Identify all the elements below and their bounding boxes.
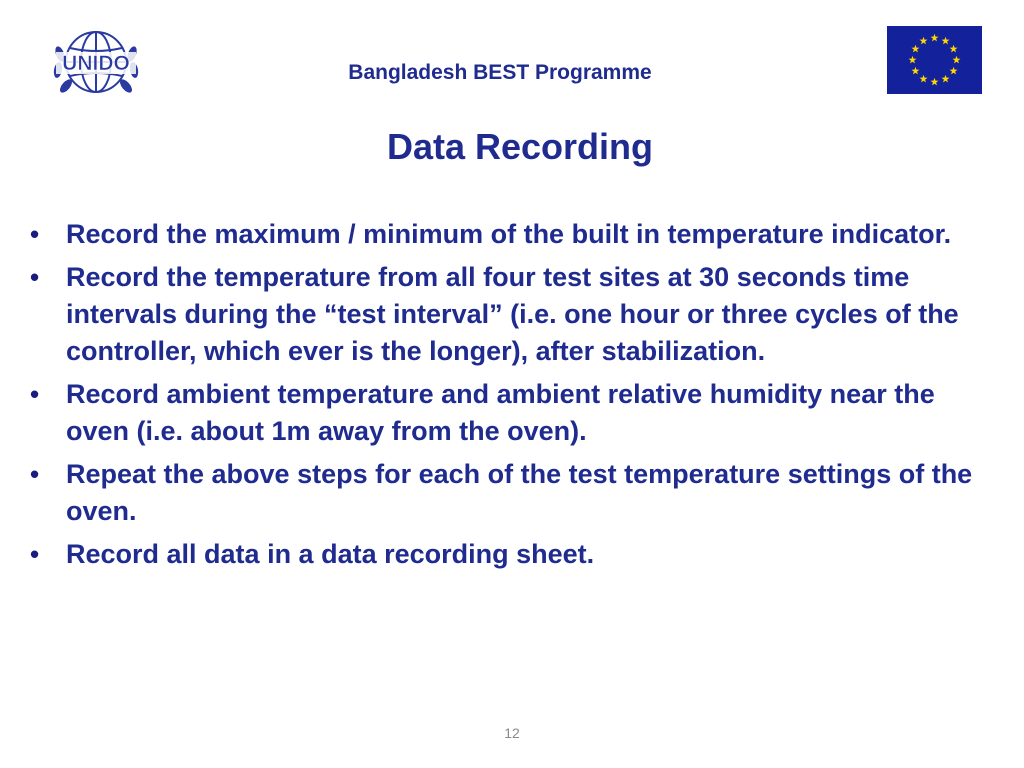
- unido-logo-text: UNIDO: [62, 52, 130, 75]
- bullet-item: [30, 259, 980, 370]
- bullet-text: Record all data in a data recording sheet.: [66, 539, 595, 569]
- bullet-item: [30, 376, 980, 450]
- programme-name: Bangladesh BEST Programme: [348, 61, 652, 84]
- bullet-text: Record ambient temperature and ambient relative humidity near the oven (i.e. about 1m away from the oven).: [66, 379, 935, 446]
- bullet-item: [30, 536, 980, 573]
- slide-title: Data Recording: [386, 126, 654, 167]
- bullet-text: Record the temperature from all four test sites at 30 seconds time intervals during the “test interval” (i.e. one hour or three cycles of the controller, which ever is the longer), after stabilization.: [66, 262, 959, 366]
- bullet-text: Record the maximum / minimum of the built in temperature indicator.: [66, 219, 952, 249]
- unido-logo: [50, 24, 142, 104]
- bullet-marker: •: [30, 539, 40, 569]
- bullet-item: [30, 456, 980, 530]
- bullet-list: [30, 216, 980, 579]
- bullet-item: [30, 216, 980, 253]
- bullet-marker: •: [30, 379, 40, 409]
- bullet-text: Repeat the above steps for each of the test temperature settings of the oven.: [66, 459, 973, 526]
- bullet-marker: •: [30, 459, 40, 489]
- bullet-marker: •: [30, 219, 40, 249]
- bullet-marker: •: [30, 262, 40, 292]
- page-number: 12: [504, 725, 520, 741]
- eu-flag: [887, 26, 982, 94]
